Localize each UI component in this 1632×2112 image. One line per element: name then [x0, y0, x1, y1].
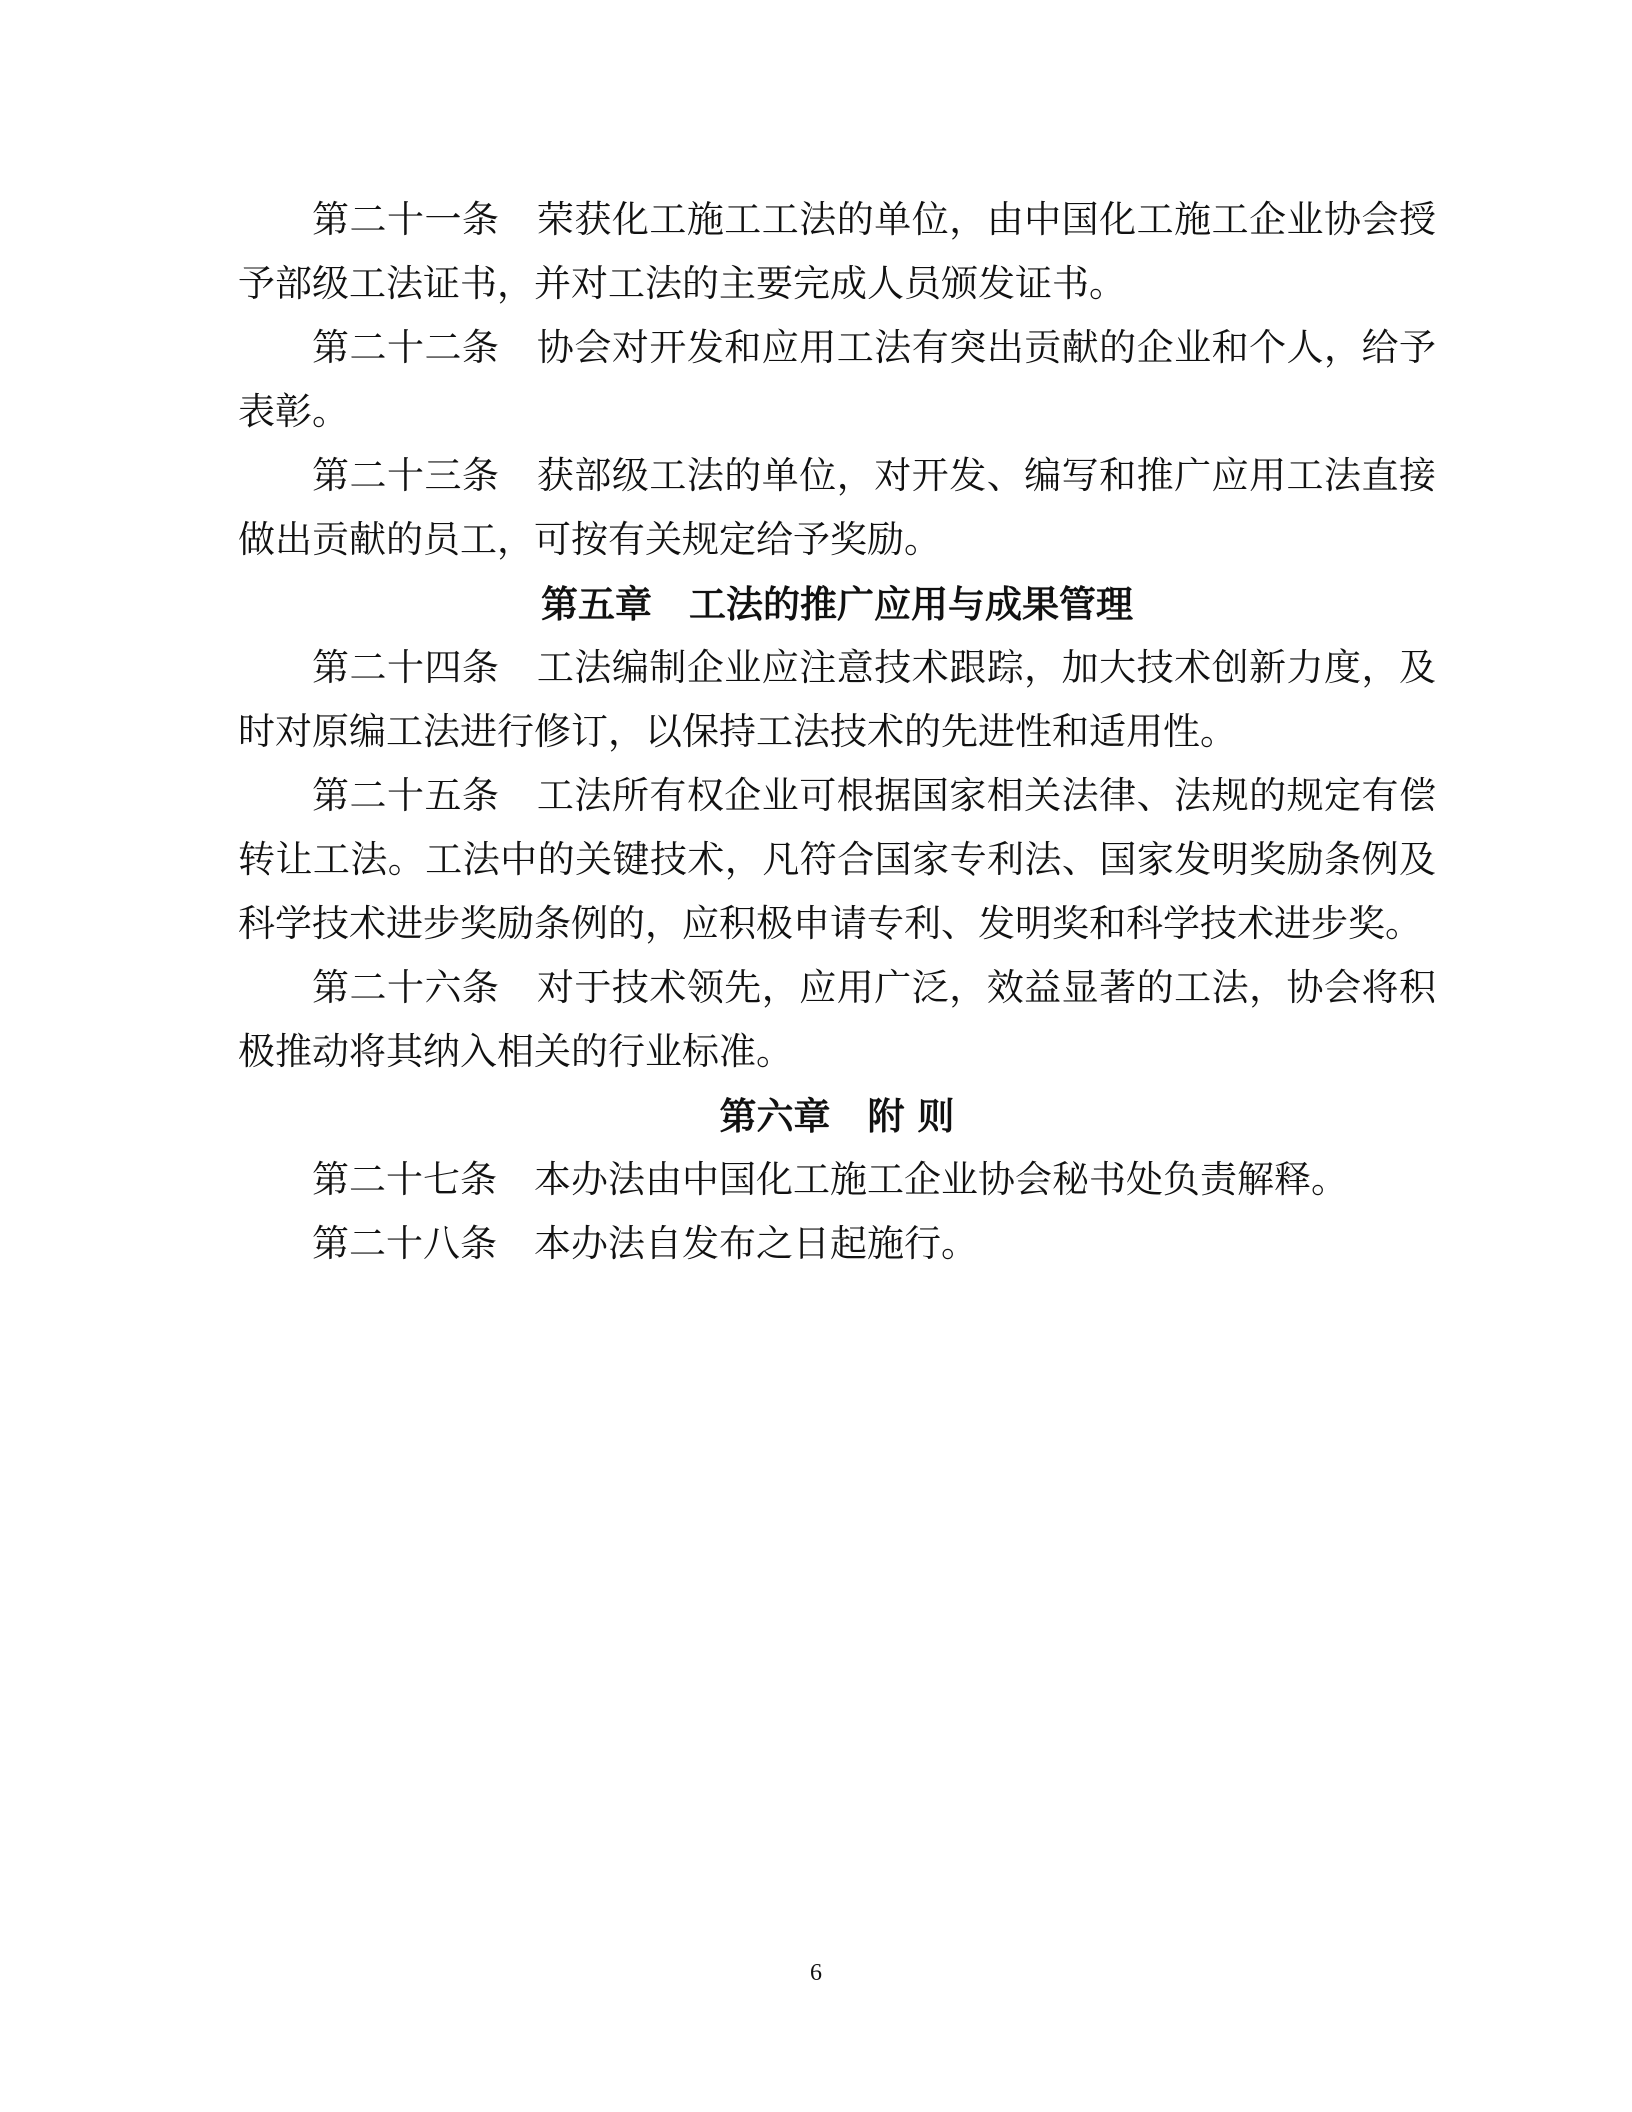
chapter-6-heading: 第六章 附 则	[719, 1094, 955, 1138]
chapter-5-heading: 第五章 工法的推广应用与成果管理	[541, 582, 1133, 626]
article-23: 第二十三条 获部级工法的单位，对开发、编写和推广应用工法直接做出贡献的员工，可按有关规定给予奖励。	[238, 454, 1436, 561]
article-27: 第二十七条 本办法由中国化工施工企业协会秘书处负责解释。	[312, 1158, 1348, 1201]
article-22: 第二十二条 协会对开发和应用工法有突出贡献的企业和个人，给予表彰。	[238, 326, 1436, 433]
article-26: 第二十六条 对于技术领先，应用广泛，效益显著的工法，协会将积极推动将其纳入相关的行业标准。	[238, 966, 1436, 1073]
page-number: 6	[810, 1960, 822, 1986]
article-25: 第二十五条 工法所有权企业可根据国家相关法律、法规的规定有偿转让工法。工法中的关键技术，凡符合国家专利法、国家发明奖励条例及科学技术进步奖励条例的，应积极申请专利、发明奖和科学技术进步奖。	[238, 774, 1436, 945]
document-page	[238, 188, 1436, 1276]
article-28: 第二十八条 本办法自发布之日起施行。	[312, 1222, 978, 1265]
article-24: 第二十四条 工法编制企业应注意技术跟踪，加大技术创新力度，及时对原编工法进行修订，以保持工法技术的先进性和适用性。	[238, 646, 1436, 753]
article-21: 第二十一条 荣获化工施工工法的单位，由中国化工施工企业协会授予部级工法证书，并对工法的主要完成人员颁发证书。	[238, 198, 1436, 305]
